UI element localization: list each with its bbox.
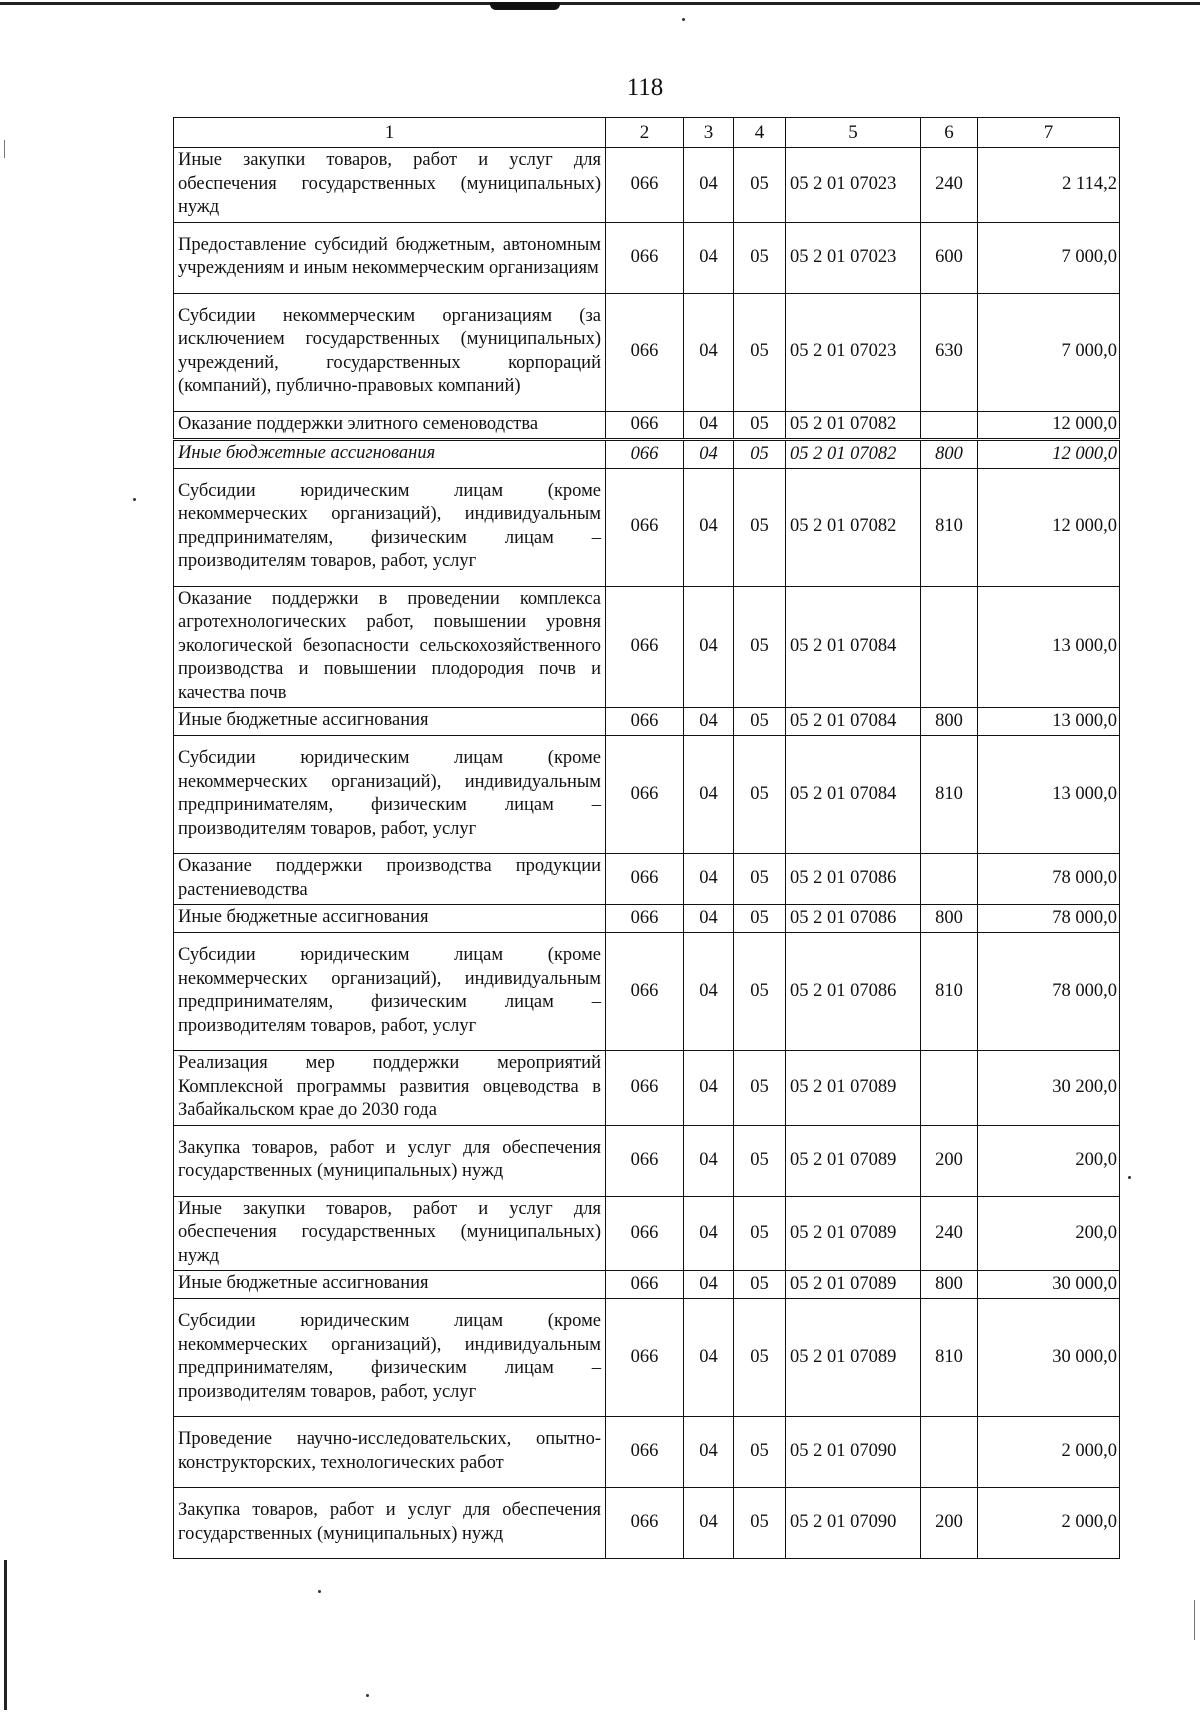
cell-subsection: 05: [734, 1488, 786, 1559]
row-name: Иные закупки товаров, работ и услуг для обеспечения государственных (муниципальных) нужд: [174, 148, 606, 223]
table-row: [174, 468, 1120, 586]
row-name: Проведение научно-исследовательских, опытно-конструкторских, технологических работ: [174, 1417, 606, 1488]
cell-ministry-code: 066: [606, 905, 684, 933]
cell-amount: 12 000,0: [978, 411, 1120, 440]
cell-section: 04: [684, 1125, 734, 1196]
cell-target-article: 05 2 01 07086: [786, 854, 921, 905]
cell-target-article: 05 2 01 07089: [786, 1299, 921, 1417]
cell-subsection: 05: [734, 708, 786, 736]
cell-expense-type: 800: [921, 708, 978, 736]
table-row: [174, 933, 1120, 1051]
cell-target-article: 05 2 01 07089: [786, 1051, 921, 1126]
scan-top-border: [0, 2, 1200, 5]
cell-expense-type: [921, 586, 978, 708]
cell-subsection: 05: [734, 411, 786, 440]
cell-section: 04: [684, 222, 734, 293]
table-row: [174, 222, 1120, 293]
budget-table: [173, 117, 1120, 1559]
table-header-row: [174, 118, 1120, 148]
cell-subsection: 05: [734, 148, 786, 223]
cell-section: 04: [684, 293, 734, 411]
cell-ministry-code: 066: [606, 411, 684, 440]
row-name: Оказание поддержки производства продукции растениеводства: [174, 854, 606, 905]
cell-subsection: 05: [734, 905, 786, 933]
table-row: [174, 854, 1120, 905]
cell-section: 04: [684, 440, 734, 469]
cell-ministry-code: 066: [606, 440, 684, 469]
cell-expense-type: 200: [921, 1125, 978, 1196]
row-name: Субсидии юридическим лицам (кроме некоммерческих организаций), индивидуальным предпринимателям, физическим лицам – производителям товаров, работ, услуг: [174, 468, 606, 586]
cell-amount: 12 000,0: [978, 440, 1120, 469]
cell-ministry-code: 066: [606, 1299, 684, 1417]
table-row: [174, 736, 1120, 854]
row-name: Субсидии юридическим лицам (кроме некоммерческих организаций), индивидуальным предпринимателям, физическим лицам – производителям товаров, работ, услуг: [174, 1299, 606, 1417]
header-cell: 6: [921, 118, 978, 148]
cell-section: 04: [684, 1196, 734, 1271]
row-name: Иные бюджетные ассигнования: [174, 440, 606, 469]
cell-ministry-code: 066: [606, 1196, 684, 1271]
cell-target-article: 05 2 01 07082: [786, 468, 921, 586]
cell-ministry-code: 066: [606, 1271, 684, 1299]
row-name: Иные бюджетные ассигнования: [174, 708, 606, 736]
cell-expense-type: 800: [921, 1271, 978, 1299]
cell-section: 04: [684, 586, 734, 708]
cell-expense-type: 200: [921, 1488, 978, 1559]
cell-subsection: 05: [734, 293, 786, 411]
table-row: [174, 293, 1120, 411]
header-cell: 3: [684, 118, 734, 148]
cell-section: 04: [684, 1488, 734, 1559]
cell-amount: 2 000,0: [978, 1417, 1120, 1488]
row-name: Иные закупки товаров, работ и услуг для обеспечения государственных (муниципальных) нужд: [174, 1196, 606, 1271]
row-name: Предоставление субсидий бюджетным, автономным учреждениям и иным некоммерческим организациям: [174, 222, 606, 293]
cell-subsection: 05: [734, 440, 786, 469]
cell-target-article: 05 2 01 07089: [786, 1125, 921, 1196]
table-row: [174, 708, 1120, 736]
cell-ministry-code: 066: [606, 736, 684, 854]
cell-subsection: 05: [734, 736, 786, 854]
cell-expense-type: [921, 854, 978, 905]
scan-binding-mark: [490, 2, 560, 10]
row-name: Субсидии юридическим лицам (кроме некоммерческих организаций), индивидуальным предпринимателям, физическим лицам – производителям товаров, работ, услуг: [174, 933, 606, 1051]
cell-target-article: 05 2 01 07082: [786, 440, 921, 469]
cell-expense-type: 600: [921, 222, 978, 293]
row-name: Оказание поддержки в проведении комплекса агротехнологических работ, повышении уровня экологической безопасности сельскохозяйственного производства и повышении плодородия почв и качества почв: [174, 586, 606, 708]
cell-amount: 200,0: [978, 1196, 1120, 1271]
cell-expense-type: [921, 411, 978, 440]
table-row: [174, 905, 1120, 933]
cell-subsection: 05: [734, 586, 786, 708]
header-cell: 4: [734, 118, 786, 148]
header-cell: 1: [174, 118, 606, 148]
cell-amount: 13 000,0: [978, 736, 1120, 854]
cell-expense-type: 810: [921, 468, 978, 586]
table-row: [174, 1488, 1120, 1559]
scan-left-edge-mark: [4, 1560, 7, 1710]
cell-section: 04: [684, 1299, 734, 1417]
cell-subsection: 05: [734, 1196, 786, 1271]
cell-ministry-code: 066: [606, 1417, 684, 1488]
cell-ministry-code: 066: [606, 468, 684, 586]
cell-target-article: 05 2 01 07023: [786, 222, 921, 293]
cell-expense-type: 240: [921, 148, 978, 223]
cell-amount: 13 000,0: [978, 708, 1120, 736]
cell-ministry-code: 066: [606, 854, 684, 905]
page-number: 118: [626, 74, 664, 101]
row-name: Закупка товаров, работ и услуг для обеспечения государственных (муниципальных) нужд: [174, 1125, 606, 1196]
cell-amount: 30 200,0: [978, 1051, 1120, 1126]
cell-section: 04: [684, 468, 734, 586]
cell-section: 04: [684, 933, 734, 1051]
cell-section: 04: [684, 148, 734, 223]
cell-expense-type: [921, 1051, 978, 1126]
cell-target-article: 05 2 01 07084: [786, 586, 921, 708]
header-cell: 7: [978, 118, 1120, 148]
cell-ministry-code: 066: [606, 1125, 684, 1196]
cell-amount: 7 000,0: [978, 222, 1120, 293]
table-row: [174, 1271, 1120, 1299]
table-row: [174, 411, 1120, 440]
table-row: [174, 586, 1120, 708]
cell-ministry-code: 066: [606, 586, 684, 708]
cell-subsection: 05: [734, 1299, 786, 1417]
cell-ministry-code: 066: [606, 1488, 684, 1559]
cell-section: 04: [684, 1051, 734, 1126]
cell-subsection: 05: [734, 1271, 786, 1299]
cell-section: 04: [684, 708, 734, 736]
cell-amount: 2 114,2: [978, 148, 1120, 223]
row-name: Иные бюджетные ассигнования: [174, 1271, 606, 1299]
cell-ministry-code: 066: [606, 1051, 684, 1126]
cell-ministry-code: 066: [606, 293, 684, 411]
cell-amount: 30 000,0: [978, 1299, 1120, 1417]
cell-expense-type: 800: [921, 905, 978, 933]
cell-subsection: 05: [734, 1051, 786, 1126]
cell-ministry-code: 066: [606, 708, 684, 736]
table-row: [174, 1051, 1120, 1126]
cell-amount: 78 000,0: [978, 933, 1120, 1051]
cell-expense-type: 800: [921, 440, 978, 469]
cell-target-article: 05 2 01 07086: [786, 905, 921, 933]
cell-target-article: 05 2 01 07090: [786, 1488, 921, 1559]
table-row: [174, 1125, 1120, 1196]
row-name: Закупка товаров, работ и услуг для обеспечения государственных (муниципальных) нужд: [174, 1488, 606, 1559]
cell-target-article: 05 2 01 07084: [786, 708, 921, 736]
row-name: Субсидии некоммерческим организациям (за исключением государственных (муниципальных) учреждений, государственных корпораций (компаний), публично-правовых компаний): [174, 293, 606, 411]
cell-section: 04: [684, 736, 734, 854]
cell-amount: 13 000,0: [978, 586, 1120, 708]
scan-margin-mark: [4, 140, 5, 158]
cell-subsection: 05: [734, 933, 786, 1051]
row-name: Оказание поддержки элитного семеноводства: [174, 411, 606, 440]
cell-target-article: 05 2 01 07082: [786, 411, 921, 440]
table-row: [174, 440, 1120, 469]
cell-section: 04: [684, 854, 734, 905]
cell-amount: 30 000,0: [978, 1271, 1120, 1299]
cell-amount: 200,0: [978, 1125, 1120, 1196]
cell-amount: 78 000,0: [978, 905, 1120, 933]
cell-target-article: 05 2 01 07089: [786, 1196, 921, 1271]
cell-section: 04: [684, 1271, 734, 1299]
cell-amount: 12 000,0: [978, 468, 1120, 586]
cell-target-article: 05 2 01 07023: [786, 293, 921, 411]
cell-expense-type: 630: [921, 293, 978, 411]
cell-amount: 7 000,0: [978, 293, 1120, 411]
row-name: Иные бюджетные ассигнования: [174, 905, 606, 933]
table-row: [174, 1299, 1120, 1417]
cell-expense-type: 810: [921, 933, 978, 1051]
cell-subsection: 05: [734, 854, 786, 905]
cell-subsection: 05: [734, 468, 786, 586]
cell-target-article: 05 2 01 07086: [786, 933, 921, 1051]
cell-expense-type: 810: [921, 736, 978, 854]
table-row: [174, 1196, 1120, 1271]
scan-margin-mark: [1194, 1600, 1195, 1640]
cell-expense-type: [921, 1417, 978, 1488]
cell-subsection: 05: [734, 1125, 786, 1196]
cell-ministry-code: 066: [606, 222, 684, 293]
cell-ministry-code: 066: [606, 148, 684, 223]
row-name: Субсидии юридическим лицам (кроме некоммерческих организаций), индивидуальным предпринимателям, физическим лицам – производителям товаров, работ, услуг: [174, 736, 606, 854]
cell-target-article: 05 2 01 07023: [786, 148, 921, 223]
cell-subsection: 05: [734, 1417, 786, 1488]
cell-target-article: 05 2 01 07084: [786, 736, 921, 854]
header-cell: 5: [786, 118, 921, 148]
cell-target-article: 05 2 01 07089: [786, 1271, 921, 1299]
cell-expense-type: 810: [921, 1299, 978, 1417]
cell-subsection: 05: [734, 222, 786, 293]
cell-section: 04: [684, 905, 734, 933]
cell-amount: 78 000,0: [978, 854, 1120, 905]
header-cell: 2: [606, 118, 684, 148]
row-name: Реализация мер поддержки мероприятий Комплексной программы развития овцеводства в Забайкальском крае до 2030 года: [174, 1051, 606, 1126]
cell-amount: 2 000,0: [978, 1488, 1120, 1559]
cell-expense-type: 240: [921, 1196, 978, 1271]
cell-target-article: 05 2 01 07090: [786, 1417, 921, 1488]
table-row: [174, 148, 1120, 223]
cell-section: 04: [684, 411, 734, 440]
table-row: [174, 1417, 1120, 1488]
cell-ministry-code: 066: [606, 933, 684, 1051]
cell-section: 04: [684, 1417, 734, 1488]
